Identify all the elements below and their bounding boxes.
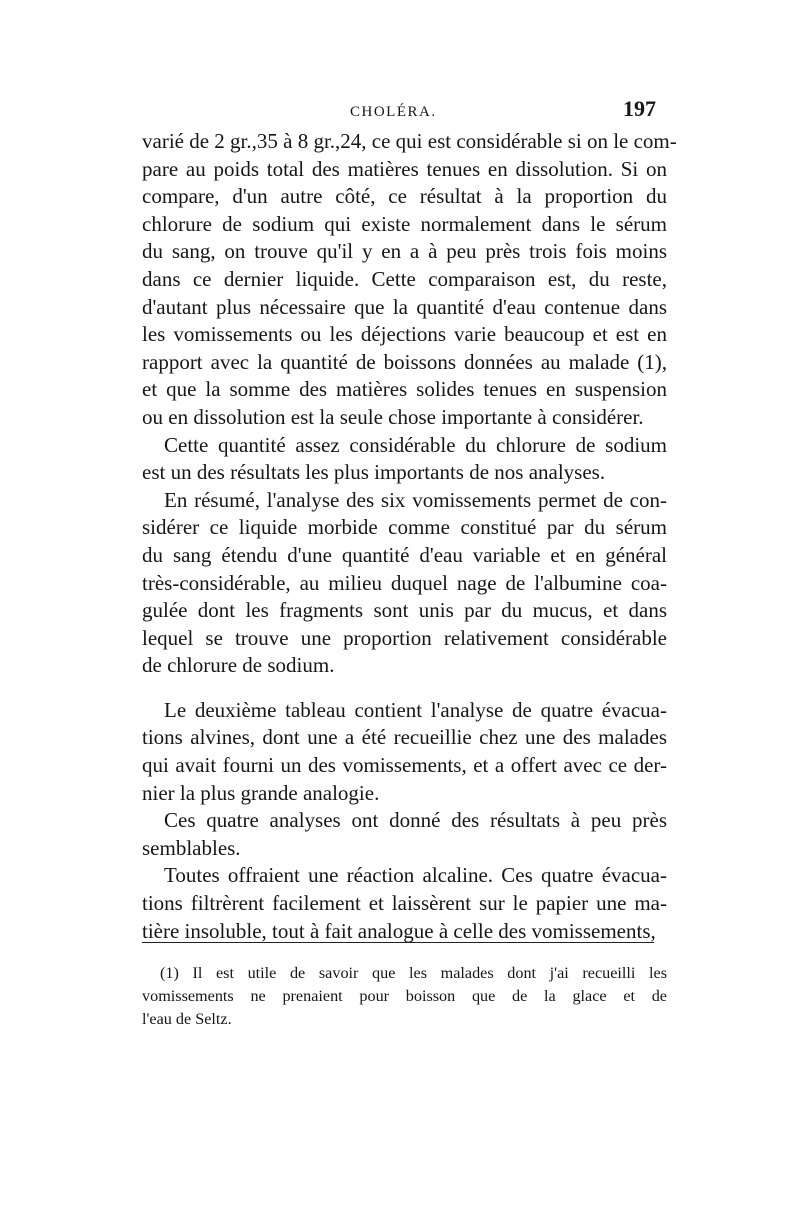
text-line: tière insoluble, tout à fait analogue à celle des vomissements, <box>142 918 656 943</box>
text-line: varié de 2 gr.,35 à 8 gr.,24, ce qui est considérable si on le com- <box>142 129 677 153</box>
text-line: lequel se trouve une proportion relativement considérable <box>142 625 667 650</box>
text-line: rapport avec la quantité de boissons données au malade (1), <box>142 349 667 374</box>
text-line: tions alvines, dont une a été recueillie chez une des malades <box>142 725 667 750</box>
footnote <box>142 962 667 1031</box>
paragraph <box>142 807 667 862</box>
footnote-separator <box>142 942 654 943</box>
text-line: est un des résultats les plus importants de nos analyses. <box>142 460 606 485</box>
text-line: qui avait fourni un des vomissements, et a offert avec ce der- <box>142 753 667 778</box>
text-line: d'autant plus nécessaire que la quantité d'eau contenue dans <box>142 294 667 319</box>
running-title: CHOLÉRA. <box>350 104 437 120</box>
text-line: de chlorure de sodium. <box>142 653 335 678</box>
text-line: gulée dont les fragments sont unis par du mucus, et dans <box>142 598 667 623</box>
paragraph-gap <box>142 680 667 697</box>
footnote-line: vomissements ne prenaient pour boisson que de la glace et de <box>142 987 667 1005</box>
text-line: semblables. <box>142 835 241 860</box>
text-line: très-considérable, au milieu duquel nage de l'albumine coa- <box>142 570 667 595</box>
text-line: et que la somme des matières solides tenues en suspension <box>142 377 667 402</box>
text-line: dans ce dernier liquide. Cette comparaison est, du reste, <box>142 266 667 291</box>
text-line: chlorure de sodium qui existe normalement dans le sérum <box>142 211 667 236</box>
footnote-line: (1) Il est utile de savoir que les malades dont j'ai recueilli les <box>160 964 667 982</box>
text-line: En résumé, l'analyse des six vomissements permet de con- <box>164 487 667 512</box>
page-header <box>140 96 660 128</box>
text-line: Toutes offraient une réaction alcaline. Ces quatre évacua- <box>164 863 667 888</box>
text-line: tions filtrèrent facilement et laissèrent sur le papier une ma- <box>142 891 667 916</box>
body-text <box>142 128 677 945</box>
text-line: les vomissements ou les déjections varie beaucoup et est en <box>142 322 667 347</box>
text-line: nier la plus grande analogie. <box>142 780 380 805</box>
text-line: du sang, on trouve qu'il y en a à peu près trois fois moins <box>142 239 667 264</box>
text-line: pare au poids total des matières tenues en dissolution. Si on <box>142 156 667 181</box>
paragraph <box>142 487 667 680</box>
text-line: ou en dissolution est la seule chose importante à considérer. <box>142 404 644 429</box>
page-number: 197 <box>623 96 656 121</box>
text-line: Le deuxième tableau contient l'analyse de quatre évacua- <box>164 697 667 722</box>
paragraph <box>142 697 667 807</box>
text-line: Ces quatre analyses ont donné des résultats à peu près <box>164 808 667 833</box>
text-line: du sang étendu d'une quantité d'eau variable et en général <box>142 542 667 567</box>
text-line: Cette quantité assez considérable du chlorure de sodium <box>164 432 667 457</box>
paragraph <box>142 862 667 945</box>
paragraph <box>142 128 677 432</box>
footnote-line: l'eau de Seltz. <box>142 1010 232 1028</box>
text-line: compare, d'un autre côté, ce résultat à la proportion du <box>142 184 667 209</box>
paragraph <box>142 432 667 487</box>
text-line: sidérer ce liquide morbide comme constitué par du sérum <box>142 515 667 540</box>
